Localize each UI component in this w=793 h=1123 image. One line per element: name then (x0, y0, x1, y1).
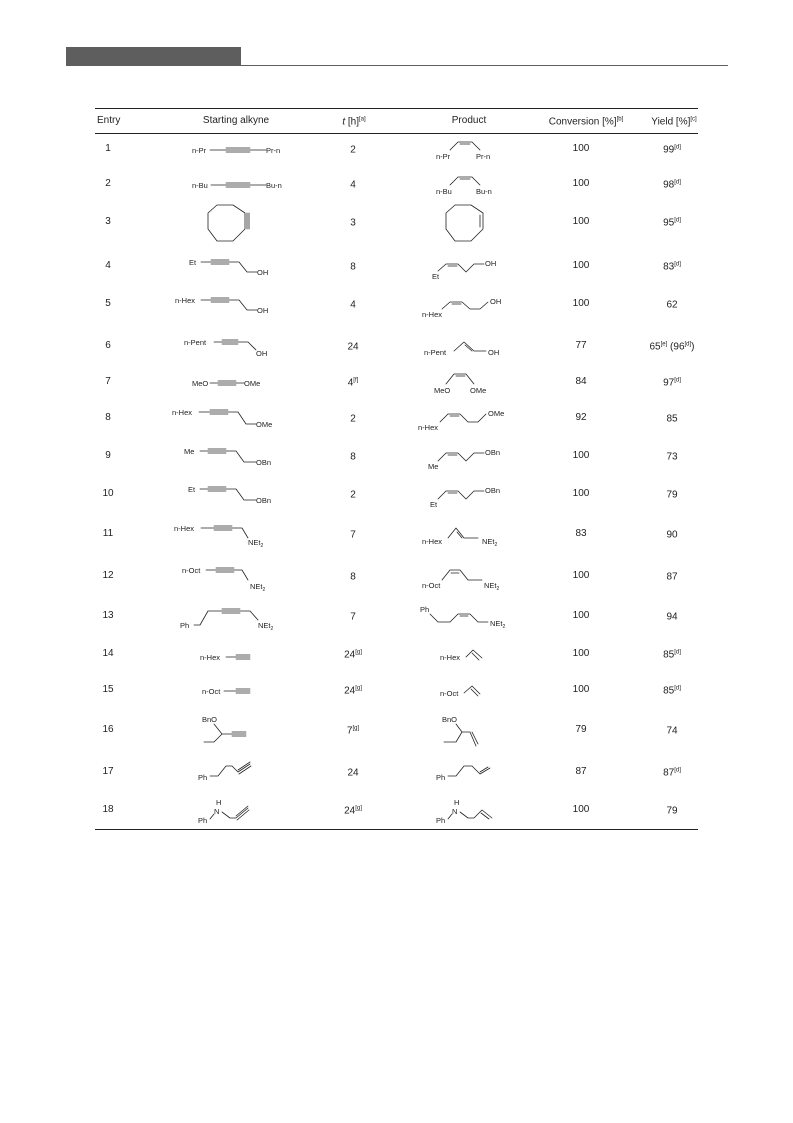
header-time: t [h][a] (342, 116, 366, 128)
svg-text:Et: Et (430, 500, 438, 509)
time-cell: 8 (350, 451, 356, 463)
svg-text:Pr-n: Pr-n (476, 152, 491, 161)
svg-text:N: N (452, 807, 458, 816)
structure-alkyne-10 (186, 482, 286, 510)
svg-text:n-Oct: n-Oct (422, 581, 441, 590)
svg-text:MeO: MeO (192, 379, 209, 388)
svg-text:NEt2: NEt$_2$ (258, 621, 274, 632)
entry-cell: 9 (105, 450, 111, 461)
svg-text:Ph: Ph (420, 605, 430, 614)
structure-product-18 (434, 796, 504, 826)
svg-text:NEt2: NEt$_2$ (482, 537, 498, 548)
svg-text:Ph: Ph (198, 816, 208, 825)
yield-extra: (96[d]) (667, 341, 695, 353)
svg-text:OBn: OBn (485, 448, 501, 457)
structure-alkyne-6 (182, 334, 282, 362)
entry-cell: 4 (105, 260, 111, 271)
header-yield: Yield [%][c] (651, 116, 697, 128)
entry-cell: 18 (102, 804, 114, 815)
entry-cell: 13 (102, 610, 114, 621)
svg-text:n-Hex: n-Hex (418, 423, 439, 432)
structure-alkyne-15 (200, 682, 270, 702)
conversion-cell: 100 (572, 143, 590, 154)
yield-cell: 85[d] (663, 649, 681, 661)
svg-text:n-Oct: n-Oct (182, 566, 201, 575)
svg-text:OMe: OMe (256, 420, 273, 429)
svg-text:n-Hex: n-Hex (172, 408, 193, 417)
time-cell: 24[g] (344, 649, 362, 661)
conversion-cell: 84 (575, 376, 587, 387)
svg-text:OMe: OMe (244, 379, 261, 388)
entry-cell: 17 (102, 766, 114, 777)
conversion-cell: 87 (575, 766, 587, 777)
svg-text:OMe: OMe (488, 409, 505, 418)
svg-text:BnO: BnO (442, 715, 458, 724)
yield-cell: 87 (666, 571, 678, 583)
svg-text:n-Pent: n-Pent (184, 338, 207, 347)
svg-text:OH: OH (257, 306, 269, 315)
svg-text:N: N (214, 807, 220, 816)
conversion-cell: 83 (575, 528, 587, 539)
svg-text:n-Pent: n-Pent (424, 348, 447, 357)
time-cell: 7 (350, 611, 356, 623)
entry-cell: 1 (105, 143, 111, 154)
header-starting-alkyne: Starting alkyne (202, 115, 270, 126)
structure-alkyne-8 (172, 404, 282, 432)
svg-text:n-Hex: n-Hex (422, 310, 443, 319)
time-cell: 4[f] (347, 377, 359, 389)
conversion-cell: 100 (572, 298, 590, 309)
structure-alkyne-5 (175, 292, 285, 320)
structure-product-14 (438, 644, 508, 666)
conversion-cell: 100 (572, 488, 590, 499)
svg-text:Me: Me (184, 447, 195, 456)
svg-text:OBn: OBn (256, 496, 272, 505)
structure-product-16 (440, 712, 510, 752)
entry-cell: 3 (105, 216, 111, 227)
entry-cell: 11 (102, 528, 114, 539)
structure-product-7 (430, 366, 520, 396)
structure-alkyne-17 (196, 758, 266, 784)
svg-text:n-Hex: n-Hex (175, 296, 196, 305)
conversion-cell: 100 (572, 684, 590, 695)
svg-text:OBn: OBn (485, 486, 501, 495)
svg-text:Ph: Ph (180, 621, 190, 630)
svg-text:Et: Et (189, 258, 197, 267)
svg-text:n-Pr: n-Pr (436, 152, 451, 161)
time-cell: 4 (350, 299, 356, 311)
svg-text:OH: OH (485, 259, 497, 268)
entry-cell: 7 (105, 376, 111, 387)
time-cell: 24[g] (344, 685, 362, 697)
structure-alkyne-14 (198, 648, 268, 668)
svg-text:NEt2: NEt$_2$ (250, 582, 266, 593)
svg-text:OH: OH (488, 348, 500, 357)
conversion-cell: 100 (572, 450, 590, 461)
structure-product-12 (420, 562, 520, 594)
entry-cell: 16 (102, 724, 114, 735)
structure-alkyne-12 (180, 562, 290, 594)
yield-cell: 99[d] (663, 144, 681, 156)
conversion-cell: 100 (572, 570, 590, 581)
svg-text:H: H (454, 798, 460, 807)
yield-cell: 90 (666, 529, 678, 541)
structure-product-2 (430, 168, 520, 198)
table-header-rule (95, 133, 698, 134)
svg-text:MeO: MeO (434, 386, 451, 395)
svg-text:OH: OH (256, 349, 268, 358)
yield-cell: 62 (666, 299, 678, 311)
svg-text:n-Hex: n-Hex (440, 653, 461, 662)
structure-alkyne-3 (205, 202, 265, 244)
running-header-bar (66, 47, 241, 65)
time-cell: 8 (350, 261, 356, 273)
svg-text:n-Hex: n-Hex (174, 524, 195, 533)
svg-text:Ph: Ph (436, 816, 446, 825)
yield-cell: 79 (666, 805, 678, 817)
svg-text:NEt2: NEt$_2$ (484, 581, 500, 592)
structure-alkyne-11 (172, 520, 282, 550)
structure-product-11 (420, 520, 520, 550)
entry-cell: 10 (102, 488, 114, 499)
structure-product-15 (440, 680, 510, 702)
yield-cell: 95[d] (663, 217, 681, 229)
entry-cell: 14 (102, 648, 114, 659)
structure-alkyne-1 (180, 140, 290, 160)
time-cell: 24 (347, 341, 359, 353)
yield-cell: 98[d] (663, 179, 681, 191)
svg-text:OH: OH (490, 297, 502, 306)
structure-product-10 (428, 482, 518, 512)
svg-text:NEt2: NEt$_2$ (490, 619, 506, 630)
structure-alkyne-7 (188, 374, 288, 394)
svg-text:n-Hex: n-Hex (200, 653, 221, 662)
entry-cell: 2 (105, 178, 111, 189)
svg-text:Et: Et (188, 485, 196, 494)
entry-cell: 5 (105, 298, 111, 309)
header-conversion: Conversion [%][b] (548, 116, 624, 128)
yield-cell: 87[d] (663, 767, 681, 779)
structure-product-4 (428, 254, 518, 282)
time-cell: 24 (347, 767, 359, 779)
yield-cell: 83[d] (663, 261, 681, 273)
entry-cell: 12 (102, 570, 114, 581)
structure-alkyne-9 (184, 444, 284, 472)
running-header-rule (66, 65, 728, 66)
conversion-cell: 100 (572, 610, 590, 621)
structure-product-5 (420, 292, 520, 322)
conversion-cell: 77 (575, 340, 587, 351)
svg-text:n-Oct: n-Oct (202, 687, 221, 696)
time-cell: 3 (350, 217, 356, 229)
svg-text:Me: Me (428, 462, 439, 471)
conversion-cell: 92 (575, 412, 587, 423)
svg-text:OMe: OMe (470, 386, 487, 395)
entry-cell: 8 (105, 412, 111, 423)
svg-text:Bu-n: Bu-n (476, 187, 492, 196)
yield-cell: 94 (666, 611, 678, 623)
header-product: Product (451, 115, 487, 126)
svg-text:n-Hex: n-Hex (422, 537, 443, 546)
conversion-cell: 100 (572, 648, 590, 659)
entry-cell: 6 (105, 340, 111, 351)
time-cell: 2 (350, 489, 356, 501)
structure-alkyne-4 (185, 254, 285, 280)
time-cell: 7[g] (346, 725, 360, 737)
svg-text:H: H (216, 798, 222, 807)
yield-cell: 85 (666, 413, 678, 425)
structure-product-13 (418, 600, 518, 632)
svg-text:BnO: BnO (202, 715, 218, 724)
structure-product-8 (418, 404, 518, 434)
yield-cell: 73 (666, 451, 678, 463)
structure-alkyne-13 (178, 600, 288, 632)
structure-product-9 (428, 444, 518, 474)
conversion-cell: 100 (572, 804, 590, 815)
yield-cell: 65[e] (96[d]) (649, 341, 695, 353)
svg-text:n-Bu: n-Bu (192, 181, 208, 190)
svg-text:n-Pr: n-Pr (192, 146, 207, 155)
structure-product-17 (434, 760, 504, 784)
time-cell: 2 (350, 144, 356, 156)
table-bottom-rule (95, 829, 698, 830)
time-cell: 4 (350, 179, 356, 191)
header-entry: Entry (97, 115, 121, 126)
yield-cell: 74 (666, 725, 678, 737)
conversion-cell: 100 (572, 178, 590, 189)
conversion-cell: 79 (575, 724, 587, 735)
svg-text:n-Bu: n-Bu (436, 187, 452, 196)
conversion-cell: 100 (572, 216, 590, 227)
time-cell: 8 (350, 571, 356, 583)
time-cell: 7 (350, 529, 356, 541)
entry-cell: 15 (102, 684, 114, 695)
svg-text:Ph: Ph (436, 773, 446, 782)
svg-text:Bu-n: Bu-n (266, 181, 282, 190)
structure-product-3 (443, 202, 503, 244)
svg-text:NEt2: NEt$_2$ (248, 538, 264, 549)
svg-text:Et: Et (432, 272, 440, 281)
structure-product-6 (422, 334, 522, 362)
yield-cell: 79 (666, 489, 678, 501)
conversion-cell: 100 (572, 260, 590, 271)
svg-text:Pr-n: Pr-n (266, 146, 281, 155)
structure-product-1 (430, 134, 520, 164)
yield-cell: 97[d] (663, 377, 681, 389)
structure-alkyne-2 (180, 175, 290, 195)
svg-text:Ph: Ph (198, 773, 208, 782)
yield-cell: 85[d] (663, 685, 681, 697)
svg-text:n-Oct: n-Oct (440, 689, 459, 698)
svg-text:OBn: OBn (256, 458, 272, 467)
time-cell: 2 (350, 413, 356, 425)
structure-alkyne-16 (200, 712, 270, 750)
structure-alkyne-18 (196, 796, 266, 826)
table-top-rule (95, 108, 698, 109)
svg-text:OH: OH (257, 268, 269, 277)
time-cell: 24[g] (344, 805, 362, 817)
